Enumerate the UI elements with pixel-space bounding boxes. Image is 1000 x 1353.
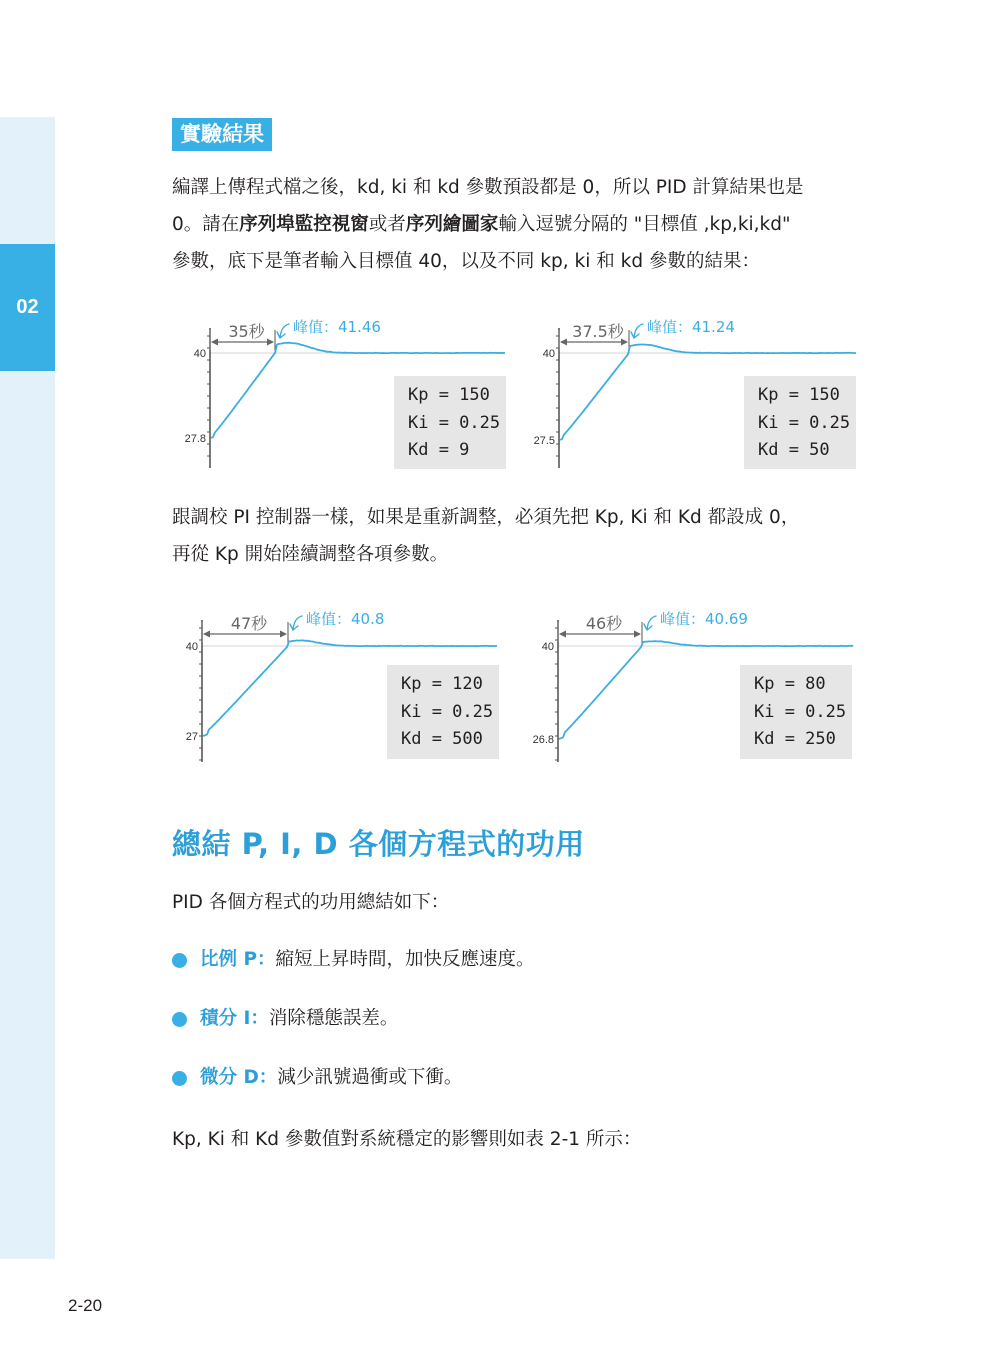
bullet-dot-icon — [172, 953, 187, 968]
intro-line-1: 編譯上傳程式檔之後，kd, ki 和 kd 參數預設都是 0，所以 PID 計算結果也是 — [172, 177, 804, 198]
middle-paragraph — [172, 499, 872, 573]
bullet-d — [172, 1063, 462, 1093]
intro-line-2c: 或者 — [368, 214, 406, 235]
bullet-i-term: 積分 I： — [200, 1008, 269, 1029]
chart-3-kd: Kd = 500 — [401, 729, 483, 749]
y-tick-label: 26.8 — [532, 734, 554, 746]
peak-arrow-icon — [290, 616, 302, 630]
peak-arrow-icon — [644, 616, 656, 630]
peak-arrow-icon — [631, 324, 643, 338]
chart-3-ki: Ki = 0.25 — [401, 701, 494, 722]
chart-1-kp: Kp = 150 — [408, 385, 490, 405]
y-tick-label: 40 — [541, 641, 554, 653]
rise-arrow-right-head — [634, 631, 641, 638]
peak-label: 峰值：40.8 — [306, 610, 385, 628]
middle-line-2: 再從 Kp 開始陸續調整各項參數。 — [172, 544, 449, 565]
chart-2-kp: Kp = 150 — [758, 385, 840, 405]
serial-monitor-term: 序列埠監控視窗 — [239, 214, 369, 235]
rise-arrow-left-head — [559, 631, 566, 638]
rise-arrow-left-head — [203, 631, 210, 638]
bullet-p-desc: 縮短上昇時間，加快反應速度。 — [275, 949, 535, 970]
rise-arrow-left-head — [211, 339, 218, 346]
chart-4-ki: Ki = 0.25 — [754, 701, 847, 722]
chart-3-kp: Kp = 120 — [401, 674, 483, 694]
bullet-p — [172, 945, 535, 975]
intro-line-3: 參數，底下是筆者輸入目標值 40，以及不同 kp, ki 和 kd 參數的結果： — [172, 251, 760, 272]
y-tick-label: 27 — [185, 731, 198, 743]
chart-2-kd: Kd = 50 — [758, 440, 830, 460]
bullet-dot-icon — [172, 1012, 187, 1027]
chart-2 — [523, 310, 863, 475]
serial-plotter-term: 序列繪圖家 — [405, 214, 499, 235]
y-tick-label: 40 — [193, 348, 206, 360]
peak-label: 峰值：41.46 — [293, 318, 381, 336]
middle-line-1: 跟調校 PI 控制器一樣，如果是重新調整，必須先把 Kp, Ki 和 Kd 都設成 0， — [172, 507, 800, 528]
y-tick-label: 27.5 — [533, 435, 555, 447]
section-tag: 實驗結果 — [172, 118, 272, 151]
chart-1-kd: Kd = 9 — [408, 440, 470, 460]
rise-arrow-right-head — [267, 339, 274, 346]
chart-1-params — [394, 376, 506, 469]
chapter-tab: 02 — [0, 244, 55, 371]
summary-closing: Kp, Ki 和 Kd 參數值對系統穩定的影響則如表 2-1 所示： — [172, 1129, 642, 1150]
chart-2-ki: Ki = 0.25 — [758, 412, 851, 433]
summary-lead: PID 各個方程式的功用總結如下： — [172, 892, 450, 913]
chart-1-ki: Ki = 0.25 — [408, 412, 501, 433]
bullet-p-term: 比例 P： — [200, 949, 276, 970]
bullet-i-desc: 消除穩態誤差。 — [268, 1008, 399, 1029]
rise-time-label: 47秒 — [230, 614, 268, 633]
y-tick-label: 40 — [542, 348, 555, 360]
y-tick-label: 27.8 — [184, 433, 206, 445]
intro-line-2a: 0。請在 — [172, 214, 240, 235]
rise-time-label: 35秒 — [228, 322, 265, 341]
summary-heading: 總結 P, I, D 各個方程式的功用 — [172, 827, 585, 861]
chart-4-kd: Kd = 250 — [754, 729, 836, 749]
chart-3-params — [387, 665, 499, 759]
chart-4-params — [740, 665, 852, 759]
peak-label: 峰值：40.69 — [660, 610, 748, 628]
y-tick-label: 40 — [185, 641, 198, 653]
rise-time-label: 37.5秒 — [572, 322, 624, 341]
bullet-dot-icon — [172, 1071, 187, 1086]
rise-time-label: 46秒 — [585, 614, 623, 633]
chart-4-kp: Kp = 80 — [754, 674, 826, 694]
chart-1 — [172, 310, 512, 475]
intro-paragraph — [172, 169, 872, 280]
chart-4 — [523, 602, 863, 767]
intro-line-2e: 輸入逗號分隔的 "目標值 ,kp,ki,kd" — [498, 214, 791, 235]
chart-3 — [172, 602, 512, 767]
bullet-i — [172, 1004, 398, 1034]
rise-arrow-right-head — [280, 631, 287, 638]
bullet-d-term: 微分 D： — [200, 1067, 278, 1088]
rise-arrow-left-head — [560, 339, 567, 346]
peak-arrow-icon — [277, 324, 289, 338]
bullet-d-desc: 減少訊號過衝或下衝。 — [277, 1067, 463, 1088]
page-number: 2-20 — [68, 1296, 103, 1315]
chart-2-params — [744, 376, 856, 469]
peak-label: 峰值：41.24 — [647, 318, 735, 336]
